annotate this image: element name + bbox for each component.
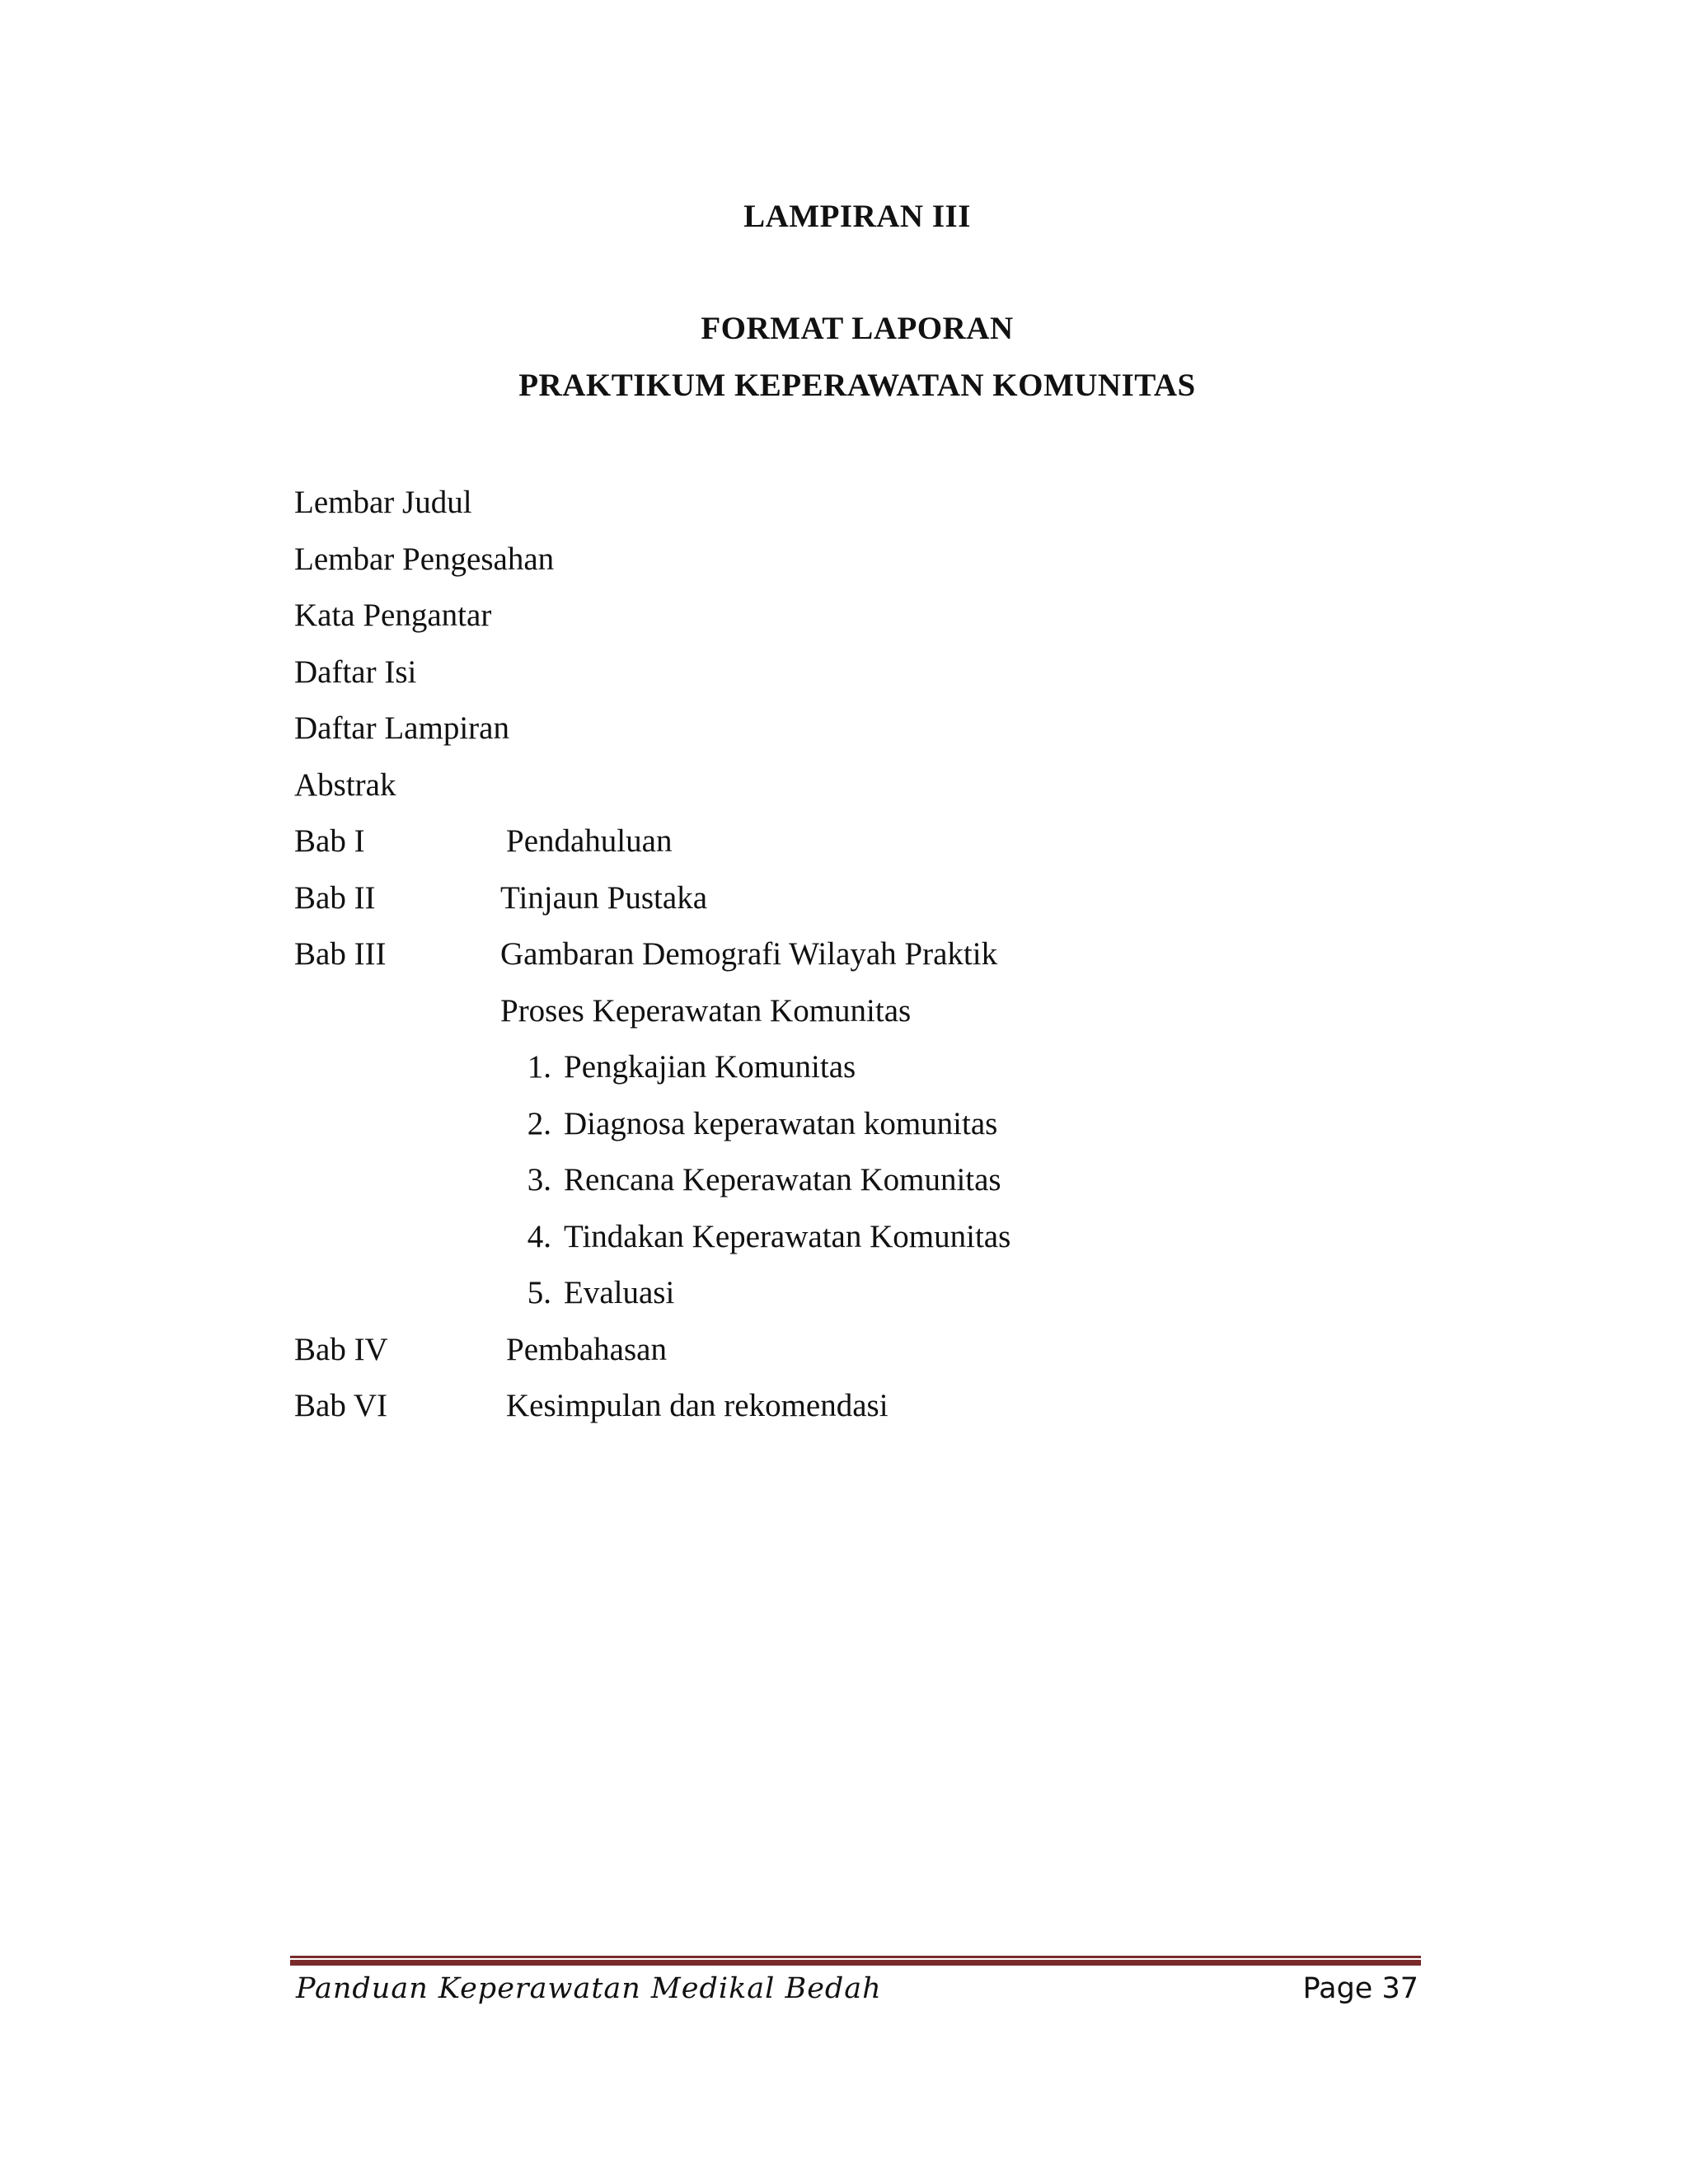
chapter-label: Bab I [294, 823, 365, 859]
format-heading: FORMAT LAPORAN [701, 311, 1014, 346]
front-matter-item: Lembar Judul [294, 485, 472, 520]
footer-divider [290, 1956, 1421, 1966]
item-number: 2. [527, 1105, 551, 1141]
chapter-title: Gambaran Demografi Wilayah Praktik [500, 936, 998, 972]
chapter-label: Bab II [294, 879, 376, 916]
appendix-heading: LAMPIRAN III [743, 199, 971, 234]
footer-divider-thin-line [290, 1956, 1421, 1958]
chapter-title: Tinjaun Pustaka [500, 879, 708, 916]
item-number: 1. [527, 1049, 551, 1085]
item-text: Rencana Keperawatan Komunitas [564, 1162, 1001, 1197]
item-number: 3. [527, 1162, 551, 1197]
footer-page-number: Page 37 [1302, 1972, 1418, 2005]
front-matter-item: Daftar Isi [294, 654, 417, 690]
chapter-title: Kesimpulan dan rekomendasi [506, 1388, 889, 1423]
item-number: 5. [527, 1275, 551, 1310]
front-matter-item: Daftar Lampiran [294, 710, 509, 746]
footer-divider-thick-line [290, 1960, 1421, 1966]
chapter-title: Pembahasan [506, 1331, 667, 1367]
item-text: Evaluasi [564, 1275, 675, 1310]
chapter-label: Bab III [294, 936, 387, 972]
front-matter-item: Abstrak [294, 766, 396, 803]
front-matter-item: Kata Pengantar [294, 598, 492, 633]
chapter-title: Pendahuluan [506, 823, 673, 859]
item-text: Tindakan Keperawatan Komunitas [564, 1218, 1011, 1254]
chapter-label: Bab IV [294, 1331, 388, 1367]
footer-book-title: Panduan Keperawatan Medikal Bedah [296, 1972, 882, 2005]
front-matter-item: Lembar Pengesahan [294, 541, 555, 577]
chapter-label: Bab VI [294, 1388, 388, 1423]
chapter-subheading: Proses Keperawatan Komunitas [500, 992, 912, 1029]
item-text: Diagnosa keperawatan komunitas [564, 1105, 998, 1141]
item-number: 4. [527, 1218, 551, 1254]
item-text: Pengkajian Komunitas [564, 1049, 856, 1085]
course-heading: PRAKTIKUM KEPERAWATAN KOMUNITAS [518, 368, 1196, 403]
